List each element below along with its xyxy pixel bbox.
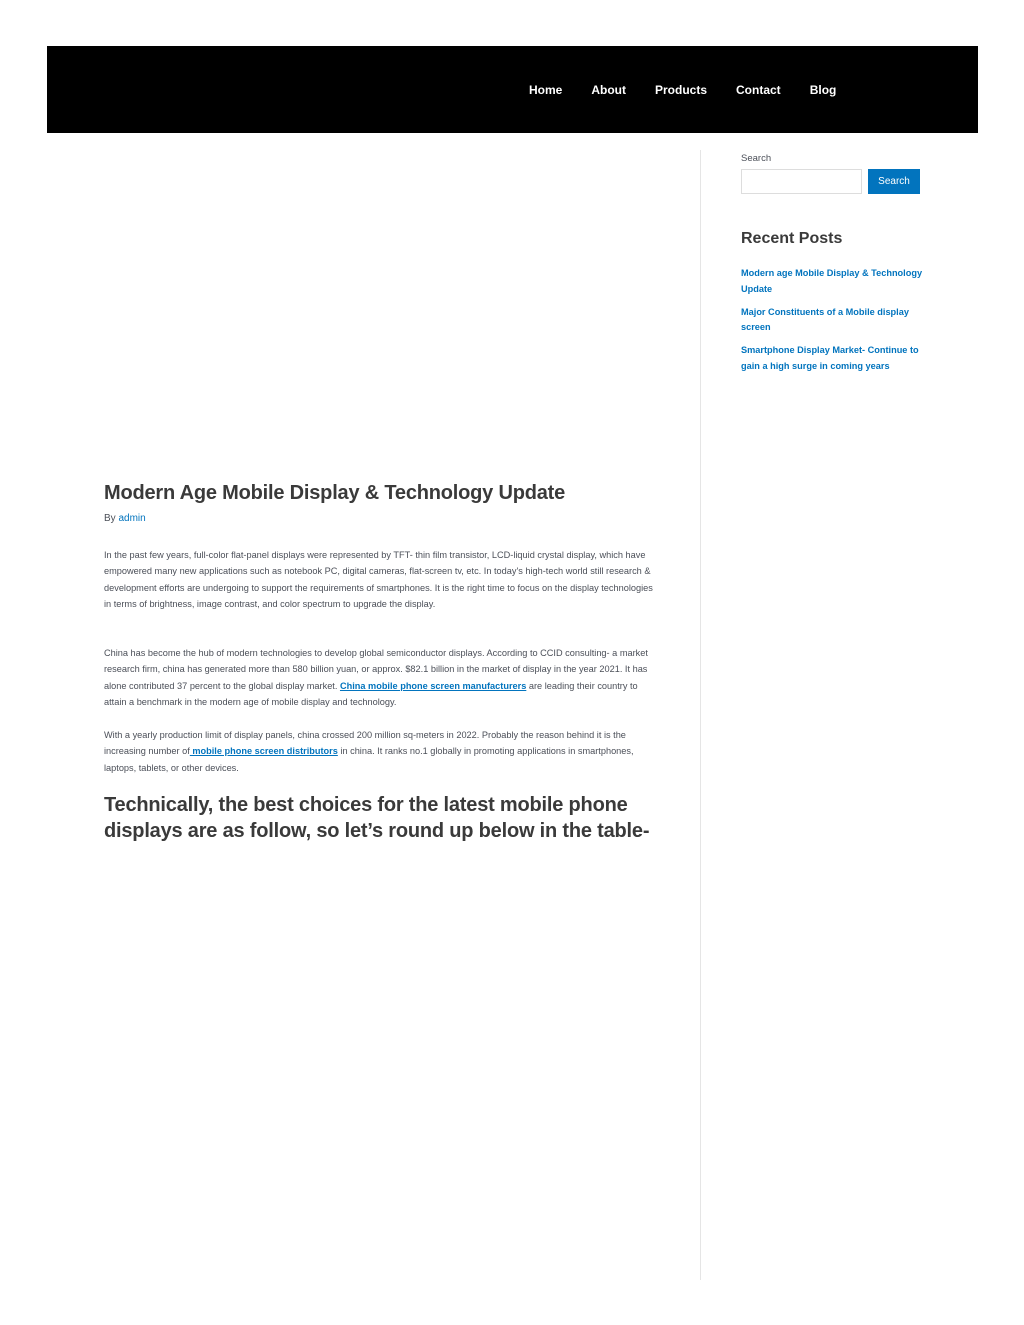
sidebar-divider	[700, 150, 701, 1280]
recent-posts-title: Recent Posts	[741, 230, 843, 247]
recent-post-link[interactable]: Modern age Mobile Display & Technology Update	[741, 268, 923, 294]
search-input[interactable]	[741, 169, 862, 194]
post-title: Modern Age Mobile Display & Technology Update	[104, 482, 566, 504]
recent-post-link[interactable]: Smartphone Display Market- Continue to gain a high surge in coming years	[741, 345, 919, 371]
p2-text-before: China has become the hub of modern technologies to develop global semiconductor displays. According to CCID consulting- a market research firm, china has generated more than 580 billion yuan, or approx. $82.1 billion in the market of display in the year 2021. It has alone contributed 37 percent to the global display market.	[104, 648, 648, 691]
recent-posts-list	[741, 266, 923, 382]
p3-text-after: in china. It ranks no.1 globally in promoting applications in smartphones, laptops, tablets, or other devices.	[104, 746, 634, 773]
recent-post-link[interactable]: Major Constituents of a Mobile display screen	[741, 306, 909, 333]
author-link[interactable]: admin	[118, 513, 146, 524]
nav-products[interactable]: Products	[655, 82, 708, 97]
nav-contact[interactable]: Contact	[736, 82, 781, 97]
nav-home[interactable]: Home	[529, 82, 563, 97]
p3-text-before: With a yearly production limit of display panels, china crossed 200 million sq-meters in 2022. Probably the reason behind it is the increasing number of	[104, 730, 626, 757]
post-paragraph-3	[104, 727, 660, 776]
post-paragraph-1: In the past few years, full-color flat-panel displays were represented by TFT- thin film transistor, LCD-liquid crystal display, which have empowered many new applications such as notebook PC, digital cameras, flat-screen tv, etc. In today's high-tech world still research & development efforts are undergoing to support the requirements of smartphones. It is the right time to focus on the display technologies in terms of brightness, image contrast, and color spectrum to upgrade the display.	[104, 550, 653, 610]
search-label: Search	[741, 153, 772, 164]
p2-text-after: are leading their country to attain a benchmark in the modern age of mobile display and technology.	[104, 680, 638, 708]
post-byline	[104, 513, 146, 524]
search-button[interactable]: Search	[868, 169, 920, 194]
manufacturers-link[interactable]: China mobile phone screen manufacturers	[339, 680, 527, 691]
post-paragraph-2	[104, 645, 660, 711]
main-nav	[529, 46, 865, 133]
nav-blog[interactable]: Blog	[809, 82, 837, 97]
distributors-link[interactable]: mobile phone screen distributors	[189, 746, 338, 757]
site-header	[47, 46, 978, 133]
nav-about[interactable]: About	[591, 82, 626, 97]
post-subheading: Technically, the best choices for the latest mobile phone displays are as follow, so let’s round up below in the table-	[104, 794, 650, 842]
byline-prefix: By	[104, 513, 116, 524]
